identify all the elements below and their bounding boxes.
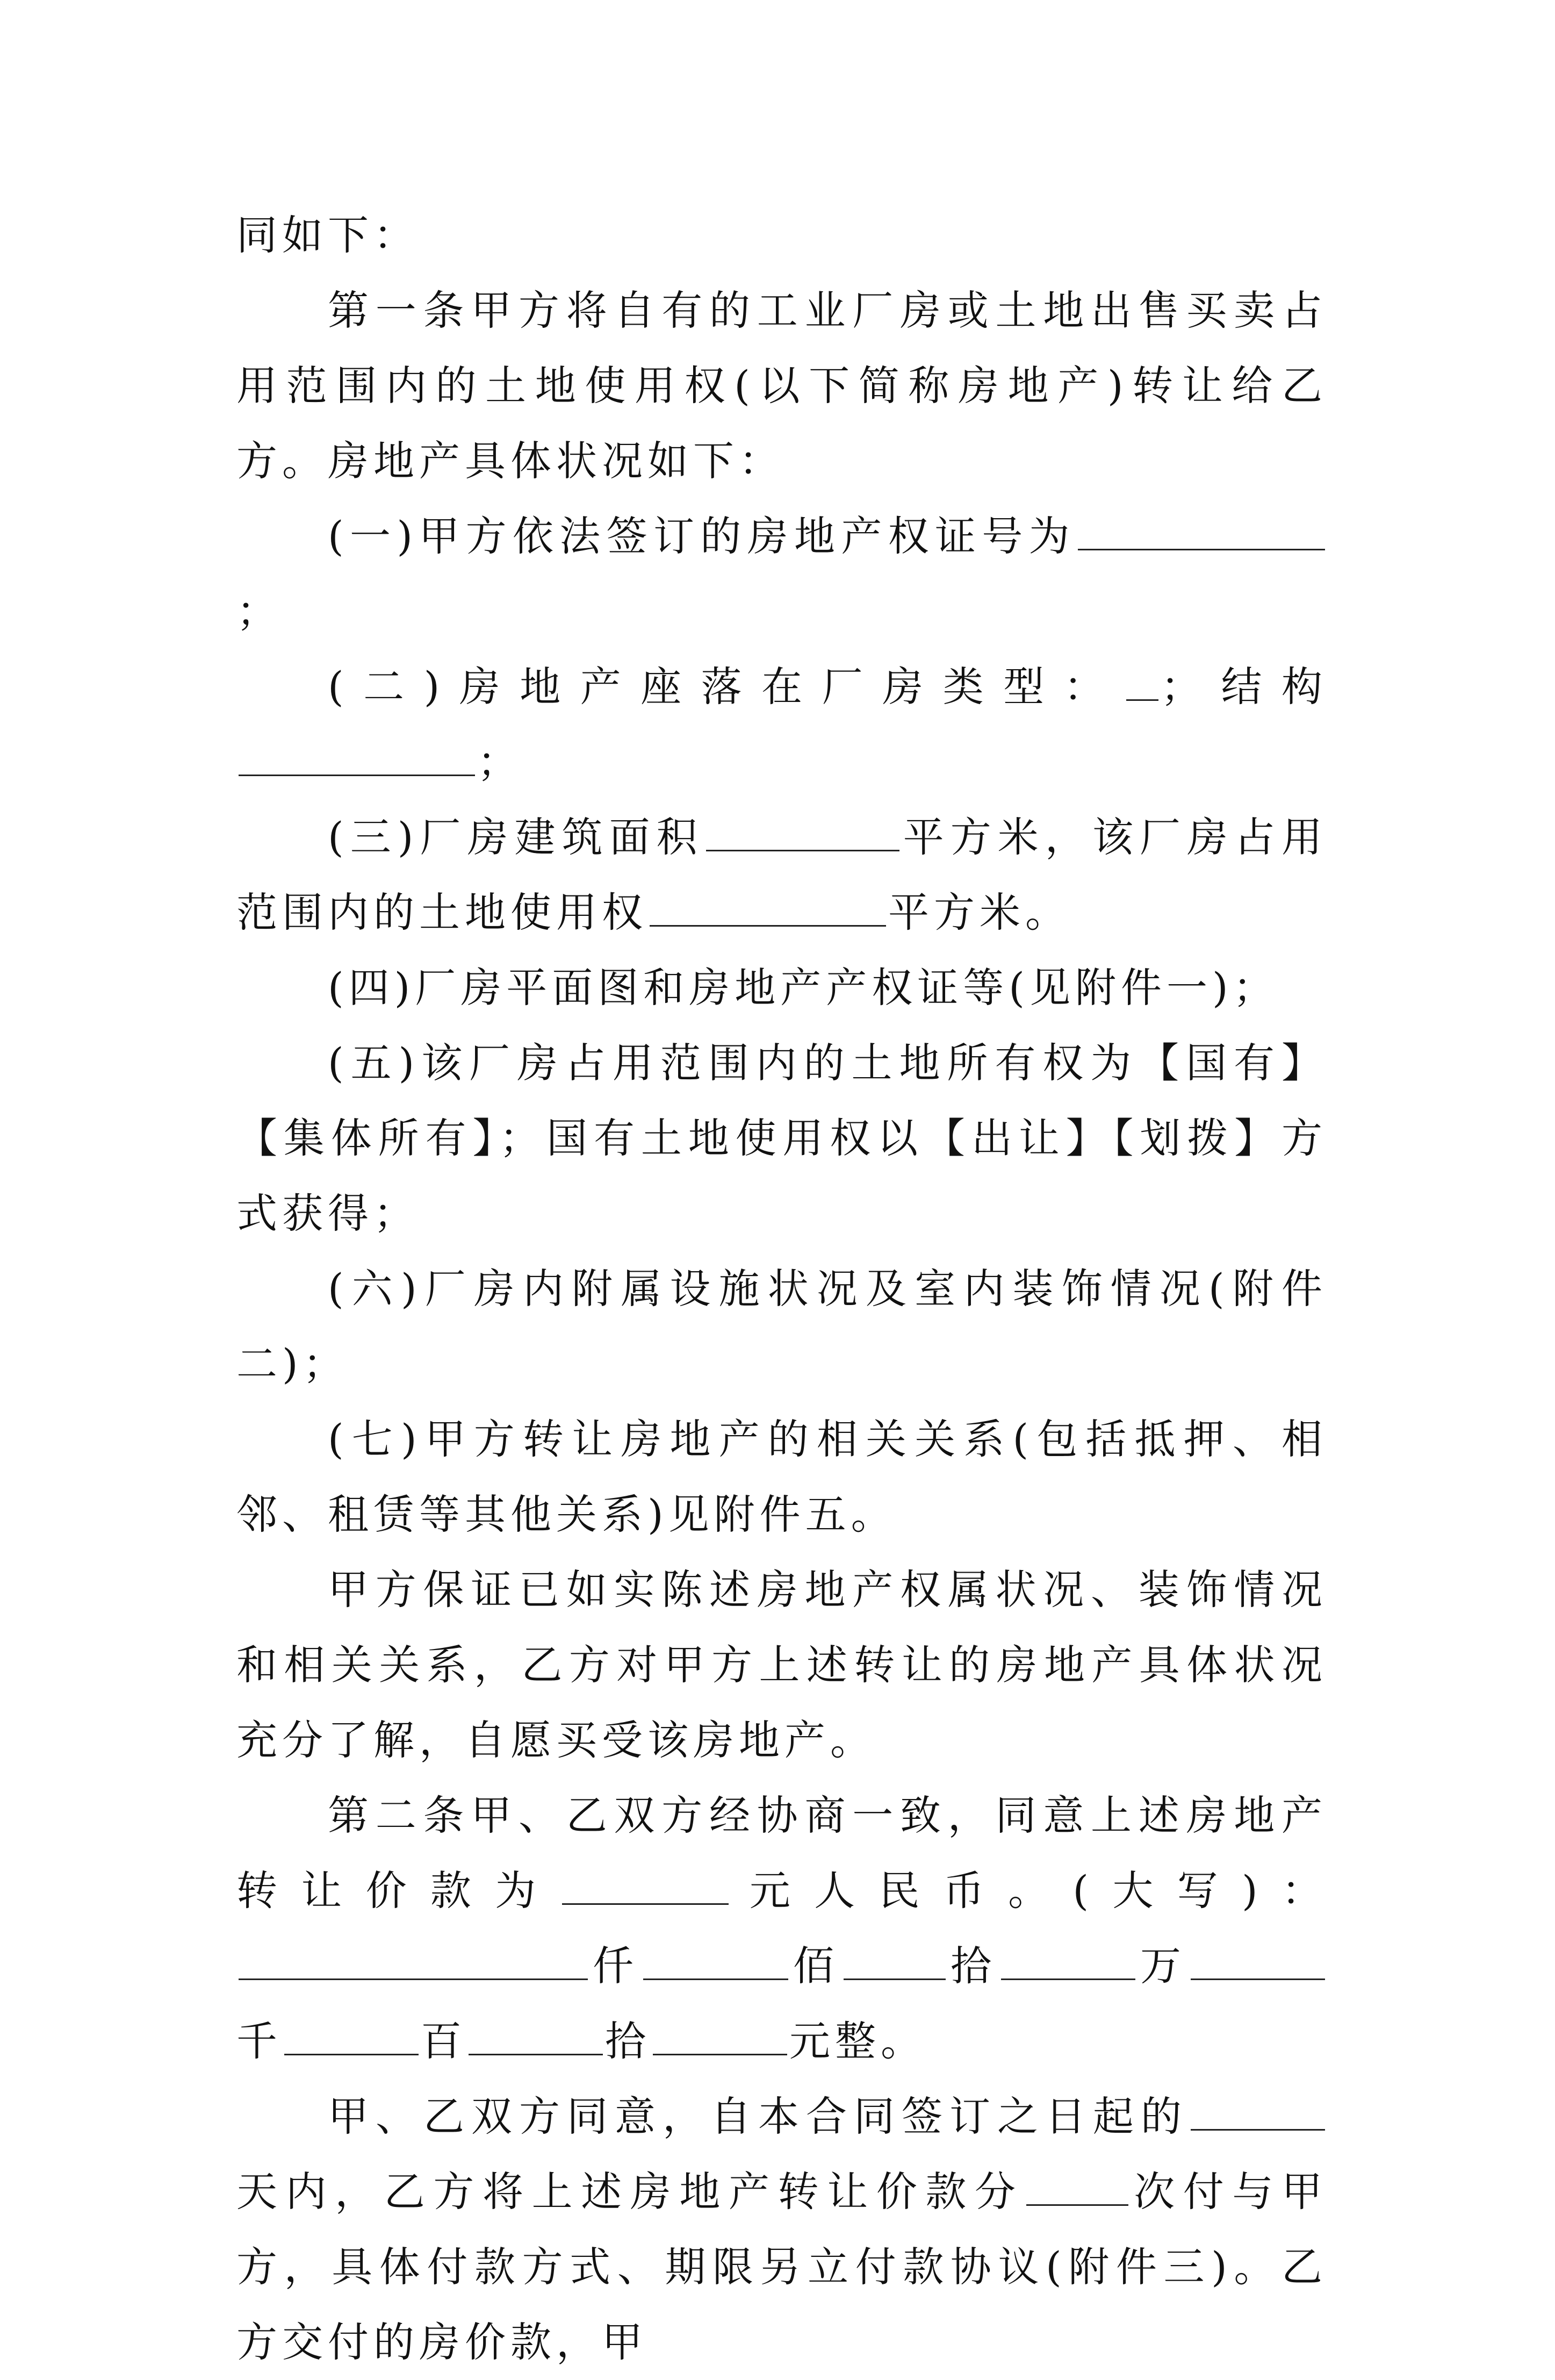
text-unit-bai-large: 佰 [790, 1942, 841, 1990]
text-article-1: 第一条甲方将自有的工业厂房或土地出售买卖占用范围内的土地使用权(以下简称房地产)转让给乙方。房地产具体状况如下： [236, 286, 1327, 485]
paragraph-item-1 [236, 499, 1327, 649]
fill-blank-structure [239, 739, 475, 776]
text-item-2-structure: ；结构 [1161, 663, 1327, 711]
paragraph-article-1 [236, 273, 1327, 499]
text-payment-middle: 天内，乙方将上述房地产转让价款分 [236, 2168, 1024, 2216]
paragraph-item-5 [236, 1026, 1327, 1251]
fill-blank-installments [1026, 2169, 1128, 2206]
paragraph-item-6 [236, 1251, 1327, 1402]
fill-blank-land-area [650, 890, 886, 927]
paragraph-item-4 [236, 950, 1327, 1026]
text-guarantee: 甲方保证已如实陈述房地产权属状况、装饰情况和相关关系，乙方对甲方上述转让的房地产具体状况充分了解，自愿买受该房地产。 [236, 1566, 1327, 1764]
fill-blank-shi [469, 2018, 603, 2055]
paragraph-guarantee [236, 1552, 1327, 1778]
text-unit-yuan: 元整。 [789, 2017, 926, 2065]
paragraph-article-2 [236, 1778, 1327, 2079]
text-intro-tail: 同如下： [236, 211, 419, 259]
contract-body [236, 198, 1327, 2380]
paragraph-item-7 [236, 1402, 1327, 1552]
fill-blank-price-figure [562, 1868, 729, 1905]
text-item-3-middle: 平方米，该厂房占用范围内的土地使用权 [236, 813, 1327, 936]
paragraph-item-3 [236, 800, 1327, 950]
fill-blank-bai [284, 2018, 419, 2055]
text-unit-bai: 百 [421, 2017, 466, 2065]
text-item-2-end: ； [477, 738, 523, 786]
text-payment-start: 甲、乙双方同意，自本合同签订之日起的 [328, 2092, 1189, 2140]
text-item-4: (四)厂房平面图和房地产产权证等(见附件一)； [328, 964, 1279, 1012]
fill-blank-certificate-number [1078, 513, 1325, 550]
text-item-6: (六)厂房内附属设施状况及室内装饰情况(附件二)； [236, 1265, 1327, 1388]
fill-blank-wan [1001, 1943, 1135, 1980]
fill-blank-price-words [239, 1943, 588, 1980]
text-item-5: (五)该厂房占用范围内的土地所有权为【国有】【集体所有】；国有土地使用权以【出让】【划拨】方式获得； [236, 1039, 1327, 1237]
paragraph-item-2 [236, 649, 1327, 800]
text-unit-wan: 万 [1138, 1942, 1189, 1990]
fill-blank-days [1191, 2094, 1325, 2131]
text-item-3-end: 平方米。 [888, 888, 1071, 936]
text-price-unit: 元人民币。(大写)： [730, 1867, 1327, 1915]
text-unit-qian: 千 [236, 2017, 282, 2065]
fill-blank-building-area [706, 814, 899, 851]
text-payment-end: 次付与甲方，具体付款方式、期限另立付款协议(附件三)。乙方交付的房价款，甲 [236, 2168, 1328, 2366]
fill-blank-qian [1191, 1943, 1325, 1980]
text-item-7: (七)甲方转让房地产的相关关系(包括抵押、相邻、租赁等其他关系)见附件五。 [236, 1415, 1327, 1538]
text-unit-shi: 拾 [605, 2017, 651, 2065]
text-item-2: (二)房地产座落在厂房类型： [328, 663, 1125, 711]
paragraph-payment [236, 2079, 1327, 2380]
fill-blank-yuan [653, 2018, 787, 2055]
paragraph-intro-tail [236, 198, 1327, 273]
text-item-1: (一)甲方依法签订的房地产权证号为 [328, 512, 1076, 560]
text-item-1-end: ； [236, 587, 282, 635]
text-unit-qian-large: 仟 [590, 1942, 641, 1990]
fill-blank-shi-large [844, 1943, 946, 1980]
text-item-3: (三)厂房建筑面积 [328, 813, 704, 861]
text-article-2: 第二条甲、乙双方经协商一致，同意上述房地产转让价款为 [236, 1791, 1327, 1915]
fill-blank-factory-type [1126, 664, 1158, 701]
fill-blank-bai-large [643, 1943, 788, 1980]
text-unit-shi-large: 拾 [948, 1942, 999, 1990]
